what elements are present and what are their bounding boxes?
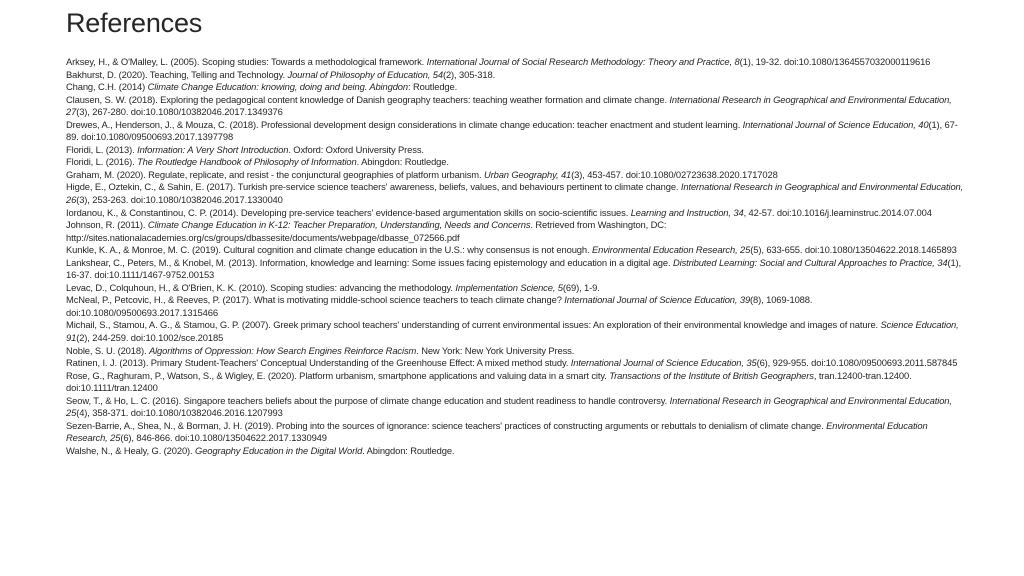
reference-item: Johnson, R. (2011). Climate Change Education in K-12: Teacher Preparation, Understanding, Needs and Concerns. Retrieved from Washington, DC: http://sites.nationalacademies.org/cs/groups/dbassesite/documents/webpage/dbasse_072566.pdf	[66, 219, 667, 243]
reference-item: Higde, E., Oztekin, C., & Sahin, E. (2017). Turkish pre-service science teachers' awareness, beliefs, values, and behaviours pertinent to climate change. International Research in Geographical and Environmental Education, 26(3), 253-263. doi:10.1080/10382046.2017.1330040	[66, 181, 964, 206]
reference-item: Rose, G., Raghuram, P., Watson, S., & Wigley, E. (2020). Platform urbanism, smartphone applications and valuing data in a smart city. Transactions of the Institute of British Geographers, tran.12400-tran.12400. doi:10.1111/tran.12400	[66, 369, 912, 394]
reference-item: Clausen, S. W. (2018). Exploring the pedagogical content knowledge of Danish geography teachers: teaching weather formation and climate change. International Research in Geographical and Environmental Education, 27(3), 267-280. doi:10.1080/10382046.2017.1349376	[66, 93, 952, 118]
reference-item: Seow, T., & Ho, L. C. (2016). Singapore teachers beliefs about the purpose of climate change education and student readiness to handle controversy. International Research in Geographical and Environmental Education, 25(4), 358-371. doi:10.1080/10382046.2016.1207993	[66, 394, 952, 419]
reference-item: Ratinen, I. J. (2013). Primary Student-Teachers' Conceptual Understanding of the Greenhouse Effect: A mixed method study. International Journal of Science Education, 35(6), 929-955. doi:10.1080/09500693.2011.587845	[66, 357, 958, 369]
reference-item: McNeal, P., Petcovic, H., & Reeves, P. (2017). What is motivating middle-school science teachers to teach climate change? International Journal of Science Education, 39(8), 1069-1088. doi:10.1080/09500693.2017.1315466	[66, 294, 813, 318]
reference-item: Walshe, N., & Healy, G. (2020). Geography Education in the Digital World. Abingdon: Routledge.	[66, 444, 455, 456]
reference-item: Arksey, H., & O'Malley, L. (2005). Scoping studies: Towards a methodological framework. International Journal of Social Research Methodology: Theory and Practice, 8(1), 19-32. doi:10.1080/1364557032000119616	[66, 56, 931, 67]
reference-item: Floridi, L. (2016). The Routledge Handbook of Philosophy of Information. Abingdon: Routledge.	[66, 156, 449, 168]
reference-item: Michail, S., Stamou, A. G., & Stamou, G. P. (2007). Greek primary school teachers' understanding of current environmental issues: An exploration of their environmental knowledge and images of nature. Science Education, 91(2), 244-259. doi:10.1002/sce.20185	[66, 319, 959, 344]
reference-item: Graham, M. (2020). Regulate, replicate, and resist - the conjunctural geographies of platform urbanism. Urban Geography, 41(3), 453-457. doi:10.1080/02723638.2020.1717028	[66, 168, 778, 180]
reference-item: Floridi, L. (2013). Information: A Very Short Introduction. Oxford: Oxford University Press.	[66, 143, 424, 155]
reference-list	[66, 56, 964, 458]
reference-item: Bakhurst, D. (2020). Teaching, Telling and Technology. Journal of Philosophy of Education, 54(2), 305-318.	[66, 68, 496, 80]
reference-item: Levac, D., Colquhoun, H., & O'Brien, K. K. (2010). Scoping studies: advancing the methodology. Implementation Science, 5(69), 1-9.	[66, 281, 600, 293]
reference-item: Sezen-Barrie, A., Shea, N., & Borman, J. H. (2019). Probing into the sources of ignorance: science teachers' practices of constructing arguments or rebuttals to denialism of climate change. Environmental Education Research, 25(6), 846-866. doi:10.1080/13504622.2017.1330949	[66, 419, 928, 444]
slide-title: References	[66, 8, 203, 38]
reference-item: Chang, C.H. (2014) Climate Change Education: knowing, doing and being. Abingdon: Routledge.	[66, 81, 458, 93]
reference-item: Iordanou, K., & Constantinou, C. P. (2014). Developing pre-service teachers' evidence-based argumentation skills on socio-scientific issues. Learning and Instruction, 34, 42-57. doi:10.1016/j.learninstruc.2014.07.004	[66, 206, 932, 218]
reference-item: Noble, S. U. (2018). Algorithms of Oppression: How Search Engines Reinforce Racism. New York: New York University Press.	[66, 344, 575, 356]
reference-item: Kunkle, K. A., & Monroe, M. C. (2019). Cultural cognition and climate change education in the U.S.: why consensus is not enough. Environmental Education Research, 25(5), 633-655. doi:10.1080/13504622.2018.1465893	[66, 244, 957, 256]
reference-item: Drewes, A., Henderson, J., & Mouza, C. (2018). Professional development design considerations in climate change education: teacher enactment and student learning. International Journal of Science Education, 40(1), 67-89. doi:10.1080/09500693.2017.1397798	[66, 118, 958, 143]
reference-item: Lankshear, C., Peters, M., & Knobel, M. (2013). Information, knowledge and learning: Some issues facing epistemology and education in a digital age. Distributed Learning: Social and Cultural Approaches to Practice, 34(1), 16-37. doi:10.1111/1467-9752.00153	[66, 256, 962, 281]
